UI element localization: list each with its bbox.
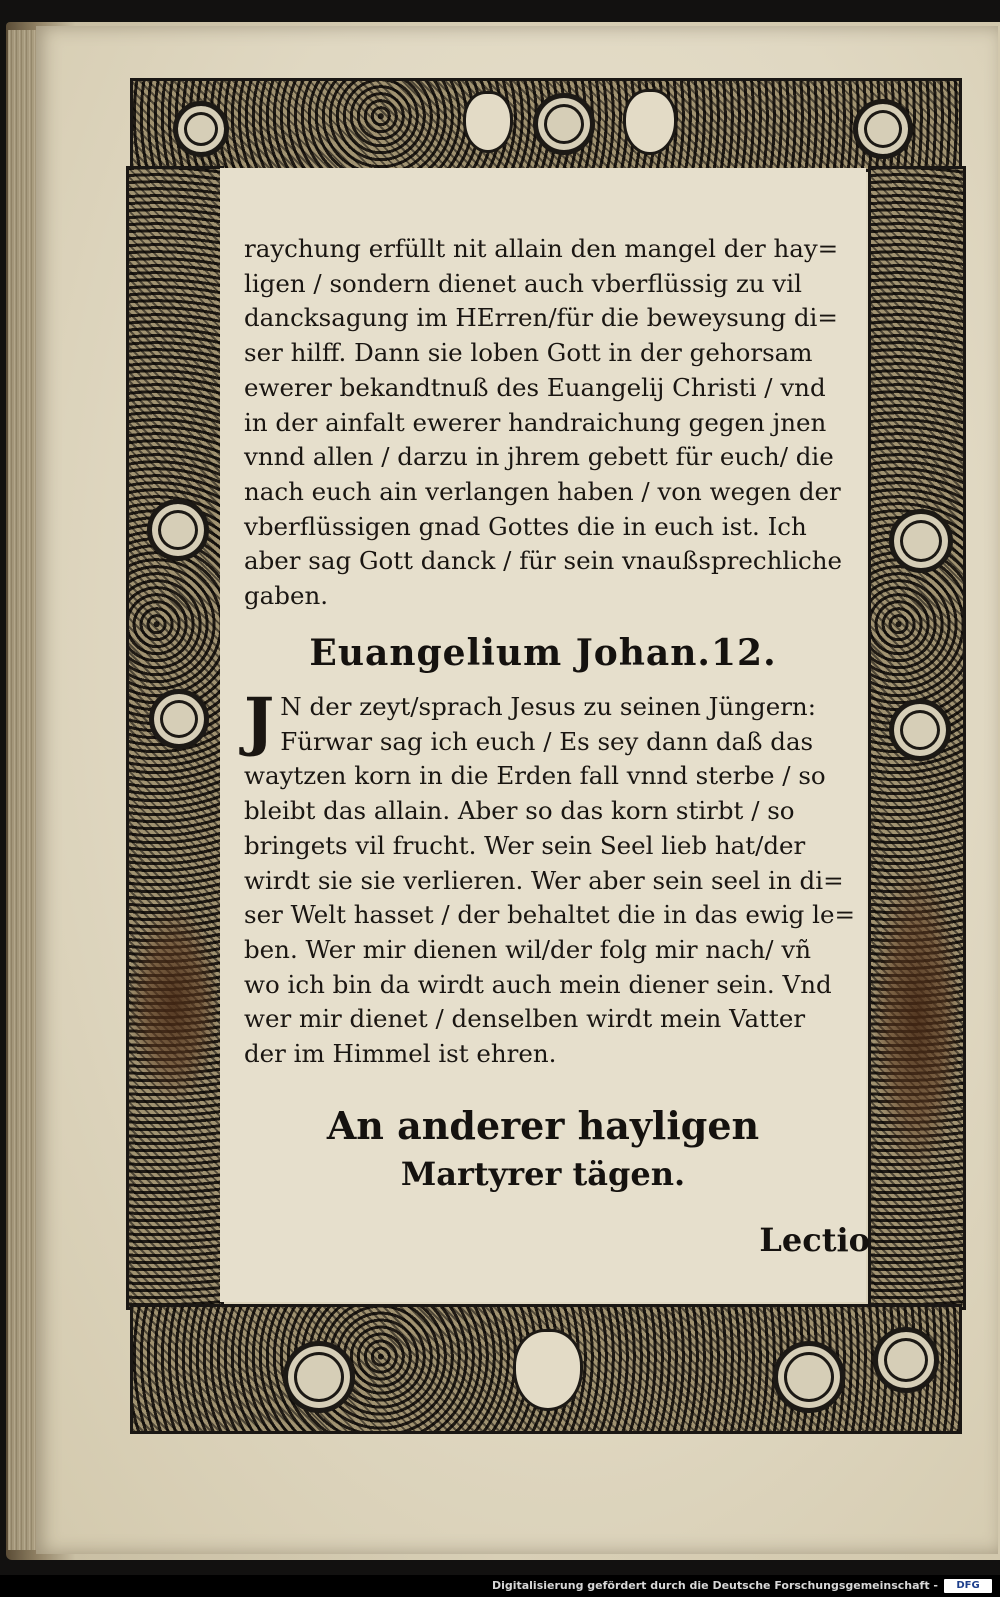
text-line: der im Himmel ist ehren. <box>244 1039 557 1069</box>
scroll-ornament <box>147 499 209 561</box>
text-line: gaben. <box>244 581 329 611</box>
scroll-ornament <box>873 1327 939 1393</box>
text-line: Fürwar sag ich euch / Es sey dann daß das <box>280 726 814 756</box>
text-line: ligen / sondern dienet auch vberflüssig zu vil <box>244 268 802 298</box>
woodcut-border-bottom <box>130 1304 962 1434</box>
scroll-ornament <box>173 101 229 157</box>
text-line: dancksagung im HErren/für die beweysung di= <box>244 303 838 333</box>
gospel-text <box>244 684 864 1072</box>
scroll-ornament <box>853 99 913 159</box>
text-line: ewerer bekandtnuß des Euangelij Christi / vnd <box>244 372 826 402</box>
dfg-logo: DFG <box>944 1579 992 1593</box>
ink-stain <box>875 869 959 1169</box>
text-line: bringets vil frucht. Wer sein Seel lieb hat/der <box>244 830 806 860</box>
scroll-ornament <box>533 93 595 155</box>
scroll-ornament <box>889 699 951 761</box>
text-line: raychung erfüllt nit allain den mangel der hay= <box>244 234 839 263</box>
text-line: bleibt das allain. Aber so das korn stirbt / so <box>244 796 795 826</box>
epistle-text <box>244 232 864 614</box>
section-subheading: Martyrer tägen. <box>400 1155 686 1193</box>
digitization-footer <box>0 1575 1000 1597</box>
woodcut-border-right <box>868 166 966 1310</box>
text-line: nach euch ain verlangen haben / von wegen der <box>244 476 841 506</box>
woodcut-border-top <box>130 78 962 172</box>
footer-credit: Digitalisierung gefördert durch die Deutsche Forschungsgemeinschaft - <box>491 1579 938 1592</box>
text-line: waytzen korn in die Erden fall vnnd sterbe / so <box>244 761 826 791</box>
text-line: ser hilff. Dann sie loben Gott in der gehorsam <box>244 338 813 368</box>
scroll-ornament <box>889 509 953 573</box>
gospel-heading: Euangelium Johan.12. <box>309 632 777 674</box>
text-line: ser Welt hasset / der behaltet die in das ewig le= <box>244 900 855 930</box>
drop-initial: J <box>244 684 275 759</box>
scroll-ornament <box>149 689 209 749</box>
wheel-ornament <box>283 1341 355 1413</box>
text-line: vnnd allen / darzu in jhrem gebett für euch/ die <box>244 442 834 472</box>
cherub-face-ornament <box>463 91 513 153</box>
text-line: wirdt sie sie verlieren. Wer aber sein seel in di= <box>244 865 844 895</box>
text-line: aber sag Gott danck / für sein vnaußsprechliche <box>244 546 843 576</box>
wheel-ornament <box>773 1341 845 1413</box>
text-line: vberflüssigen gnad Gottes die in euch ist. Ich <box>244 511 807 541</box>
catchword: Lectio <box>759 1221 870 1259</box>
ink-stain <box>131 909 217 1099</box>
text-line: wo ich bin da wirdt auch mein diener sein. Vnd <box>244 969 832 999</box>
text-line: in der ainfalt ewerer handraichung gegen jnen <box>244 407 827 437</box>
text-line: ben. Wer mir dienen wil/der folg mir nach/ vñ <box>244 934 811 964</box>
text-line: N der zeyt/sprach Jesus zu seinen Jüngern: <box>280 692 816 721</box>
woodcut-border-left <box>126 166 224 1310</box>
cherub-face-ornament <box>623 89 677 155</box>
text-line: wer mir dienet / denselben wirdt mein Vatter <box>244 1004 806 1034</box>
mask-face-ornament <box>513 1329 583 1411</box>
section-heading: An anderer hayligen <box>326 1103 760 1148</box>
